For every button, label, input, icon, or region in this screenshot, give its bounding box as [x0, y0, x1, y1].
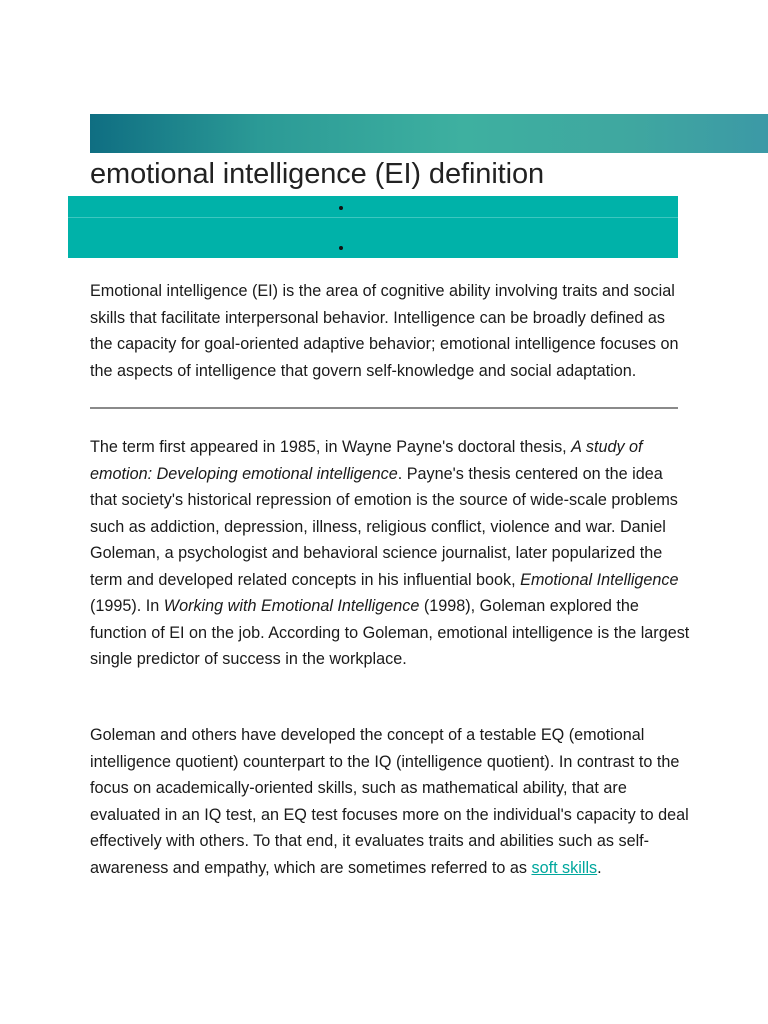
text-run: (1998), Goleman explored the function of EI on the job. According to Goleman, emotional intelligence is the largest single predictor of success in the workplace. — [90, 597, 690, 668]
paragraph-history — [90, 434, 690, 673]
page-title: emotional intelligence (EI) definition — [90, 158, 545, 190]
thesis-title: A study of emotion: Developing emotional intelligence — [90, 438, 643, 483]
section-divider — [90, 407, 678, 409]
paragraph-eq — [90, 722, 690, 881]
text-run: (1995). In — [90, 597, 164, 615]
text-run: . Payne's thesis centered on the idea that society's historical repression of emotion is the source of wide-scale problems such as addiction, depression, illness, religious conflict, violence and war. Daniel Goleman, a psychologist and behavioral science journalist, later popularized the term and developed related concepts in his influential book, — [90, 464, 678, 589]
text-run: Goleman and others have developed the concept of a testable EQ (emotional intelligence quotient) counterpart to the IQ (intelligence quotient). In contrast to the focus on academically-oriented skills, such as mathematical ability, that are evaluated in an IQ test, an EQ test focuses more on the individual's capacity to deal effectively with others. To that end, it evaluates traits and abilities such as self-awareness and empathy, which are sometimes referred to as — [90, 726, 689, 877]
text-run: The term first appeared in 1985, in Wayne Payne's doctoral thesis, — [90, 438, 572, 456]
paragraph-definition: Emotional intelligence (EI) is the area of cognitive ability involving traits and social skills that facilitate interpersonal behavior. Intelligence can be broadly defined as the capacity for goal-oriented adaptive behavior; emotional intelligence focuses on the aspects of intelligence that govern self-knowledge and social adaptation. — [90, 282, 679, 380]
nav-divider — [68, 217, 678, 218]
book-title-ei: Emotional Intelligence — [520, 570, 679, 589]
nav-bar — [68, 196, 678, 258]
header-banner — [90, 114, 768, 153]
book-title-working: Working with Emotional Intelligence — [163, 597, 420, 615]
soft-skills-link[interactable]: soft skills — [531, 858, 598, 877]
text-run: . — [597, 858, 602, 877]
nav-bullet-1[interactable] — [339, 206, 343, 210]
nav-bullet-2[interactable] — [339, 246, 343, 250]
